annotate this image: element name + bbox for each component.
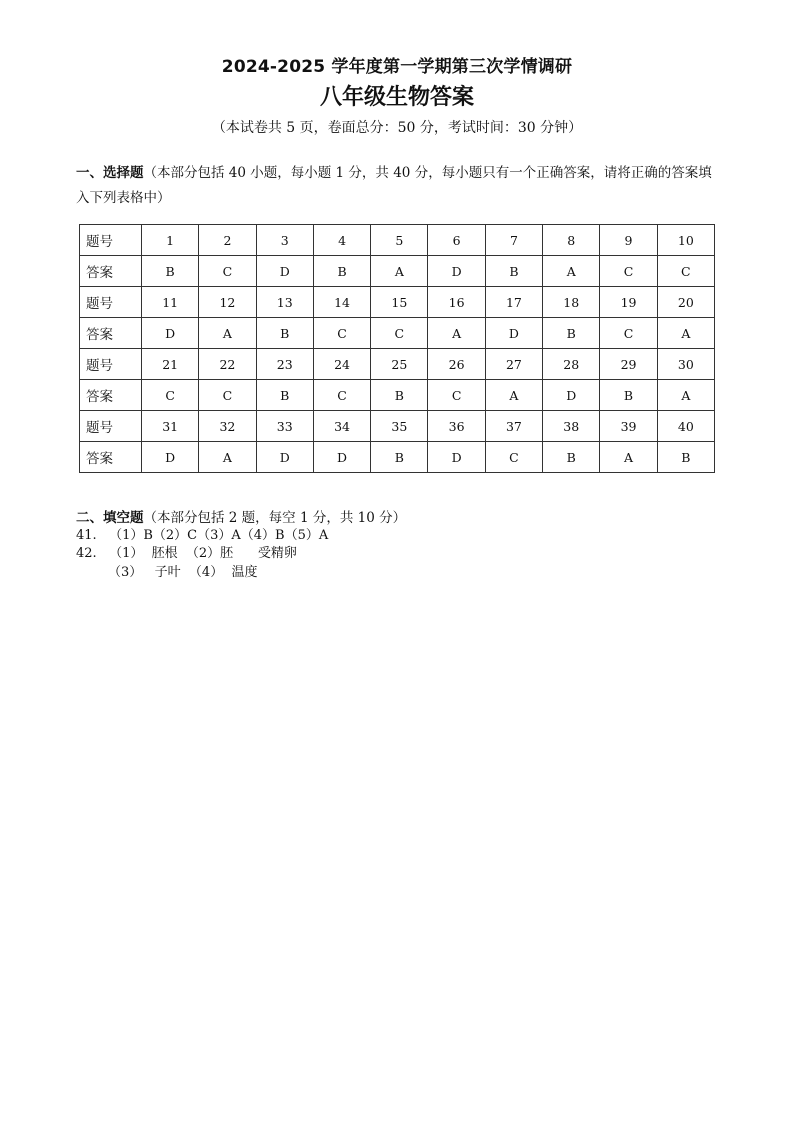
answer-cell: D xyxy=(428,256,485,287)
answer-cell: B xyxy=(543,318,600,349)
question-number: 22 xyxy=(199,349,256,380)
question-number: 25 xyxy=(371,349,428,380)
table-row-answers xyxy=(80,318,715,349)
question-number: 36 xyxy=(428,411,485,442)
question-number: 18 xyxy=(543,287,600,318)
section2-heading: 二、填空题 xyxy=(76,510,144,526)
question-number: 38 xyxy=(543,411,600,442)
answer-cell: D xyxy=(142,318,199,349)
question-number: 3 xyxy=(256,225,313,256)
question-number: 14 xyxy=(313,287,370,318)
table-row-answers xyxy=(80,442,715,473)
question-number: 23 xyxy=(256,349,313,380)
question-number: 32 xyxy=(199,411,256,442)
section1-description: （本部分包括 40 小题，每小题 1 分，共 40 分，每小题只有一个正确答案，请将正确的答案填入下列表格中） xyxy=(76,165,712,206)
question-number: 5 xyxy=(371,225,428,256)
answer-cell: D xyxy=(485,318,542,349)
answer-cell: B xyxy=(600,380,657,411)
question-number: 1 xyxy=(142,225,199,256)
question-number: 35 xyxy=(371,411,428,442)
answer-cell: B xyxy=(543,442,600,473)
question-number: 7 xyxy=(485,225,542,256)
exam-info: （本试卷共 5 页，卷面总分：50 分，考试时间：30 分钟） xyxy=(211,120,583,136)
answer-cell: D xyxy=(428,442,485,473)
answer-cell: D xyxy=(543,380,600,411)
question-number: 8 xyxy=(543,225,600,256)
answer-cell: D xyxy=(256,442,313,473)
answer-cell: C xyxy=(600,256,657,287)
question-number: 12 xyxy=(199,287,256,318)
answer-cell: B xyxy=(142,256,199,287)
answer-cell: B xyxy=(371,442,428,473)
question-number: 28 xyxy=(543,349,600,380)
answer-cell: A xyxy=(371,256,428,287)
answer-cell: C xyxy=(600,318,657,349)
document-title: 2024-2025 学年度第一学期第三次学情调研 xyxy=(221,57,573,77)
question-number: 26 xyxy=(428,349,485,380)
answer-cell: A xyxy=(600,442,657,473)
answer-cell: A xyxy=(543,256,600,287)
question-number: 17 xyxy=(485,287,542,318)
answer-cell: B xyxy=(313,256,370,287)
question-number: 39 xyxy=(600,411,657,442)
answer-q42-line1: 42. （1） 胚根 （2）胚 受精卵 xyxy=(76,546,297,561)
question-number: 11 xyxy=(142,287,199,318)
question-number: 10 xyxy=(657,225,714,256)
answer-table xyxy=(79,224,715,473)
question-number: 24 xyxy=(313,349,370,380)
question-number: 21 xyxy=(142,349,199,380)
answer-cell: B xyxy=(256,380,313,411)
table-row-numbers xyxy=(80,411,715,442)
answer-cell: A xyxy=(199,442,256,473)
number-label: 题号 xyxy=(80,349,142,380)
answer-cell: B xyxy=(657,442,714,473)
answer-label: 答案 xyxy=(80,380,142,411)
answer-cell: C xyxy=(313,380,370,411)
answer-cell: C xyxy=(485,442,542,473)
answer-cell: C xyxy=(313,318,370,349)
number-label: 题号 xyxy=(80,225,142,256)
answer-cell: C xyxy=(142,380,199,411)
answer-label: 答案 xyxy=(80,256,142,287)
answer-cell: D xyxy=(142,442,199,473)
question-number: 4 xyxy=(313,225,370,256)
table-row-numbers xyxy=(80,349,715,380)
answer-cell: C xyxy=(199,380,256,411)
document-subtitle-grade: 八年级生物答案 xyxy=(319,85,474,110)
answer-cell: A xyxy=(485,380,542,411)
section2-intro xyxy=(76,508,406,528)
question-number: 19 xyxy=(600,287,657,318)
question-number: 37 xyxy=(485,411,542,442)
question-number: 9 xyxy=(600,225,657,256)
answer-cell: C xyxy=(657,256,714,287)
answer-cell: A xyxy=(657,318,714,349)
question-number: 20 xyxy=(657,287,714,318)
question-number: 40 xyxy=(657,411,714,442)
answer-label: 答案 xyxy=(80,318,142,349)
answer-cell: A xyxy=(199,318,256,349)
question-number: 30 xyxy=(657,349,714,380)
answer-q42-line2: （3） 子叶 （4） 温度 xyxy=(108,565,258,580)
question-number: 15 xyxy=(371,287,428,318)
question-number: 16 xyxy=(428,287,485,318)
answer-q41: 41. （1）B（2）C（3）A（4）B（5）A xyxy=(76,528,329,543)
answer-cell: B xyxy=(256,318,313,349)
question-number: 27 xyxy=(485,349,542,380)
answer-cell: C xyxy=(371,318,428,349)
table-row-numbers xyxy=(80,287,715,318)
question-number: 34 xyxy=(313,411,370,442)
question-number: 33 xyxy=(256,411,313,442)
section1-heading: 一、选择题 xyxy=(76,165,144,181)
question-number: 29 xyxy=(600,349,657,380)
answer-cell: A xyxy=(657,380,714,411)
question-number: 13 xyxy=(256,287,313,318)
question-number: 2 xyxy=(199,225,256,256)
answer-cell: D xyxy=(313,442,370,473)
answer-cell: A xyxy=(428,318,485,349)
table-row-answers xyxy=(80,256,715,287)
table-row-numbers xyxy=(80,225,715,256)
answer-cell: B xyxy=(485,256,542,287)
answer-cell: B xyxy=(371,380,428,411)
answer-label: 答案 xyxy=(80,442,142,473)
table-row-answers xyxy=(80,380,715,411)
section1-intro xyxy=(76,161,722,211)
question-number: 6 xyxy=(428,225,485,256)
number-label: 题号 xyxy=(80,287,142,318)
number-label: 题号 xyxy=(80,411,142,442)
question-number: 31 xyxy=(142,411,199,442)
section2-description: （本部分包括 2 题，每空 1 分，共 10 分） xyxy=(143,510,407,526)
answer-cell: C xyxy=(199,256,256,287)
answer-cell: C xyxy=(428,380,485,411)
answer-cell: D xyxy=(256,256,313,287)
